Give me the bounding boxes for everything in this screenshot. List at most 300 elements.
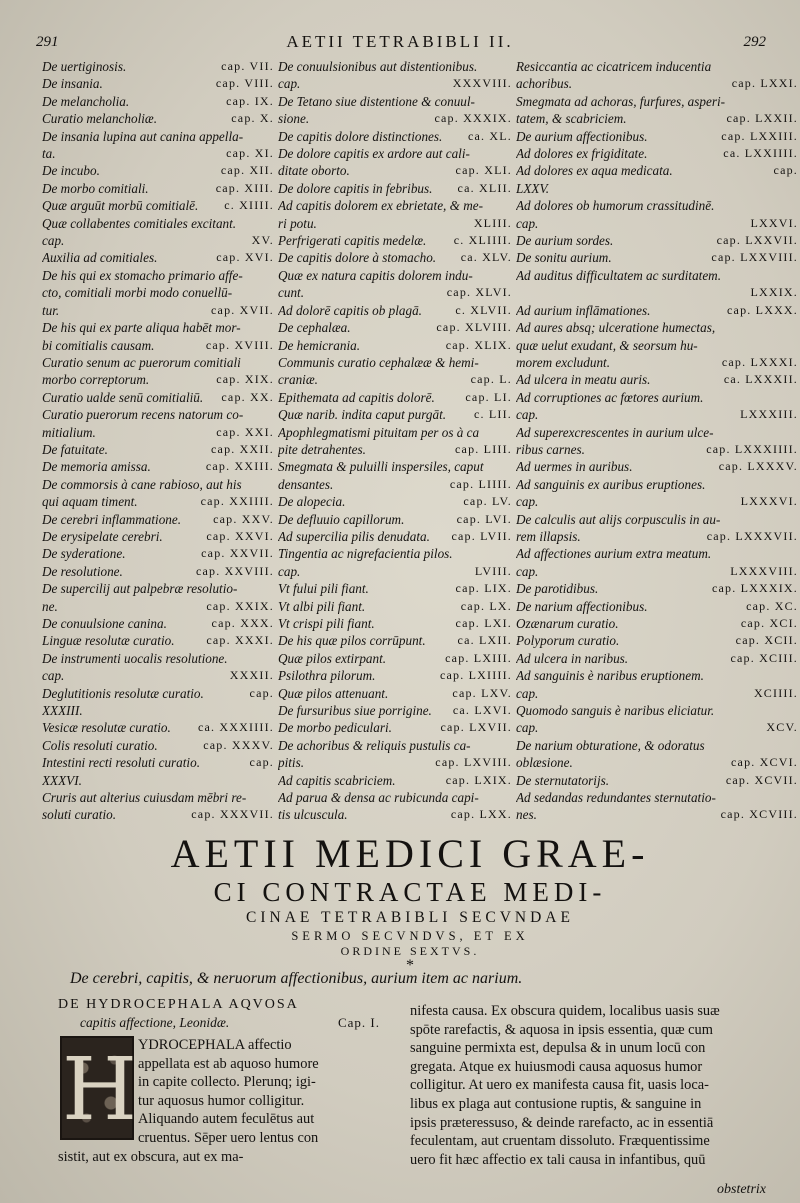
index-entry-title: De instrumenti uocalis resolutione. [42,650,228,666]
index-entry-title: oblæsione. [516,755,573,771]
index-entry [516,284,798,301]
index-entry-title: Ad aurium inflāmationes. [516,302,651,318]
index-entry-chapter: cap. LXXI. [731,76,798,91]
index-entry-title: cap. [42,233,65,249]
index-entry [516,493,798,510]
index-entry [42,424,274,441]
index-entry [516,702,798,719]
index-entry-title: Smegmata ad achoras, furfures, asperi- [516,93,726,109]
index-entry-title: De cerebri inflammatione. [42,511,182,527]
index-entry [42,215,274,232]
index-entry-chapter: cap. LXVII. [440,720,512,735]
index-entry [278,145,512,162]
index-entry [42,493,274,510]
index-entry-chapter: cap. LXIII. [445,650,512,665]
index-entry-chapter: cap. XXVI. [206,528,274,543]
index-entry [278,528,512,545]
book-title-block [60,832,760,973]
index-entry-title: Curatio ualde senū comitialiū. [42,389,204,405]
index-entry-title: tis ulcuscula. [278,807,348,823]
index-entry-title: Ad auditus difficultatem ac surditatem. [516,267,721,283]
index-entry [278,667,512,684]
index-entry-title: Ad capitis scabriciem. [278,772,396,788]
text-line: uero fit hæc affectio ex tali causa in infantibus, quū [410,1151,706,1168]
index-entry-title: Tingentia ac nigrefacientia pilos. [278,546,453,562]
index-entry-chapter: cap. LXXXV. [718,459,798,474]
index-entry [278,615,512,632]
index-entry [42,249,274,266]
index-entry-title: Ad dolores ex frigiditate. [516,146,648,162]
index-entry [42,406,274,423]
index-entry-title: morem excludunt. [516,354,610,370]
index-entry-title: quæ uelut exudant, & seorsum hu- [516,337,698,353]
index-entry-chapter: cap. XCII. [735,633,798,648]
index-entry [516,528,798,545]
index-entry-title: De his qui ex stomacho primario affe- [42,267,243,283]
index-entry-chapter: cap. XLIX. [445,337,512,352]
index-entry [278,441,512,458]
index-entry-title: De achoribus & reliquis pustulis ca- [278,737,471,753]
index-entry [516,406,798,423]
index-entry-title: Ozænarum curatio. [516,616,619,631]
index-entry-title: ri potu. [278,215,317,231]
index-entry-chapter: cap. LXXVIII. [711,250,798,265]
index-entry [516,249,798,266]
chapter-left-column [58,996,388,1196]
index-entry [42,685,274,702]
index-entry [278,806,512,823]
index-entry [516,389,798,406]
index-entry-chapter: cap. LXI. [455,616,512,630]
index-entry [278,789,512,806]
index-entry-title: Quæ collabentes comitiales excitant. [42,215,237,231]
title-line-4: SERMO SECVNDVS, ET EX [291,929,529,943]
text-line: in capite collecto. Plerunq; igi- [138,1074,316,1091]
index-entry-title: tatem, & scabriciem. [516,111,627,127]
index-entry-chapter: c. LII. [473,407,512,422]
index-entry [42,702,274,719]
index-entry [516,197,798,214]
index-entry [42,302,274,319]
index-entry-title: Quæ pilos extirpant. [278,650,387,666]
index-entry-chapter: cap. X. [231,111,274,126]
index-entry-title: cap. [516,215,539,231]
index-entry-title: Ad ulcera in meatu auris. [516,372,651,388]
index-entry-title: De sternutatorijs. [516,772,610,788]
index-entry-title: ditate oborto. [278,163,350,179]
index-entry [42,145,274,162]
index-entry [278,267,512,284]
index-entry [516,772,798,789]
index-entry-chapter: LXXVI. [750,215,798,230]
index-entry-title: Communis curatio cephalææ & hemi- [278,354,479,370]
index-entry-chapter: cap. LXXVII. [716,233,798,248]
index-entry-title: cap. [516,494,539,510]
index-entry-chapter: cap. XCVIII. [720,807,798,822]
index-entry-title: De conuulsione canina. [42,616,167,631]
index-entry-chapter: cap. XCIII. [730,650,798,665]
index-entry-chapter: cap. XC. [746,598,798,613]
index-entry [516,458,798,475]
text-line: cruentus. Sēper uero lentus con [138,1129,319,1146]
index-entry [516,441,798,458]
index-entry [42,476,274,493]
index-entry-chapter: cap. XX. [221,389,274,404]
index-entry-title: De narium obturatione, & odoratus [516,737,705,753]
index-entry [42,789,274,806]
index-entry [42,110,274,127]
index-entry-title: De defluuio capillorum. [278,511,405,527]
index-entry [278,719,512,736]
index-entry [278,284,512,301]
index-entry-title: Resiccantia ac cicatricem inducentia [516,59,712,74]
index-entry-title: Ad ulcera in naribus. [516,650,629,666]
index-entry-title: De dolore capitis in febribus. [278,180,433,196]
index-entry-title: De cephalæa. [278,320,351,336]
index-entry-chapter: cap. XLVIII. [436,320,512,335]
index-entry [42,284,274,301]
index-entry-title: Ad uermes in auribus. [516,459,633,475]
catchword: obstetrix [717,1182,766,1197]
index-entry [516,75,798,92]
index-entry-title: LXXV. [516,180,550,196]
index-entry-chapter: XXXII. [229,668,274,683]
index-entry-chapter: cap. [773,163,798,178]
index-entry [278,563,512,580]
index-entry-chapter: c. XLVII. [455,302,512,317]
index-entry-title: De sonitu aurium. [516,250,612,266]
index-entry-chapter: cap. XXVIII. [195,563,274,578]
index-entry [42,511,274,528]
index-entry-title: De aurium sordes. [516,233,614,249]
index-entry-title: Apophlegmatismi pituitam per os à ca [278,424,480,440]
index-entry-title: De his qui ex parte aliqua habēt mor- [42,320,241,336]
index-entry [516,667,798,684]
index-entry-chapter: cap. LIX. [455,581,512,596]
text-line: tur aquosus humor colligitur. [138,1092,305,1109]
index-entry [42,162,274,179]
index-entry-title: De incubo. [42,163,100,179]
index-entry-title: De melancholia. [42,93,130,109]
index-entry-title: Vt crispi pili fiant. [278,616,375,631]
index-entry-chapter: cap. XXXVII. [191,807,274,822]
index-entry [516,267,798,284]
chapter-text-left [58,1036,388,1166]
index-entry-title: Vt albi pili fiant. [278,598,366,614]
index-entry-chapter: cap. XXX. [211,616,274,630]
index-entry-title: De supercilij aut palpebræ resolutio- [42,581,238,597]
index-entry [42,667,274,684]
index-entry-title: Vt fului pili fiant. [278,581,369,597]
index-entry-title: mitialium. [42,424,96,440]
index-entry [278,180,512,197]
index-entry-title: De memoria amissa. [42,459,151,475]
index-entry-title: cap. [278,563,301,579]
index-entry-chapter: cap. XXIX. [206,598,274,613]
index-entry-title: cap. [516,720,539,736]
text-line: Aliquando autem feculētus aut [138,1111,315,1128]
index-entry-chapter: XLIII. [473,215,512,230]
index-entry [278,58,512,75]
index-entry-title: Ad dolores ex aqua medicata. [516,163,673,179]
index-entry [278,737,512,754]
index-entry-title: Colis resoluti curatio. [42,737,158,753]
index-entry [516,337,798,354]
index-entry-title: De fatuitate. [42,441,108,457]
index-entry [42,58,274,75]
index-entry-title: ribus carnes. [516,441,585,457]
index-entry-title: cap. [278,76,301,92]
index-entry-chapter: cap. LXXXIIII. [706,441,798,456]
index-entry-chapter: cap. LIIII. [449,476,512,491]
text-line: sanguine permixta est, depulsa & in unum locū con [410,1040,706,1057]
index-entry-title: tur. [42,302,60,318]
index-entry-title: De insania lupina aut canina appella- [42,128,244,144]
index-entry [278,110,512,127]
index-entry-chapter: cap. XVII. [211,302,274,317]
index-entry [42,458,274,475]
index-entry-title: cap. [516,563,539,579]
index-entry [516,737,798,754]
index-entry-chapter: cap. LX. [460,598,512,613]
index-entry [278,215,512,232]
index-entry [516,806,798,823]
index-entry-title: Auxilia ad comitiales. [42,250,158,266]
index-entry [42,580,274,597]
index-entry-title: De his quæ pilos corrūpunt. [278,633,426,649]
index-entry-chapter: XXXVIII. [452,76,512,91]
index-entry [516,545,798,562]
index-entry-chapter: cap. VII. [221,59,274,73]
index-entry-chapter: LXXXIII. [740,407,798,422]
index-entry-title: De dolore capitis ex ardore aut cali- [278,146,470,162]
text-line: sistit, aut ex obscura, aut ex ma- [58,1148,244,1165]
section-subtitle: De cerebri, capitis, & neruorum affectionibus, aurium item ac narium. [70,970,523,987]
index-entry [516,180,798,197]
index-entry [278,389,512,406]
index-entry-title: Ad sanguinis è naribus eruptionem. [516,668,704,684]
index-entry [278,772,512,789]
ornament-asterisk: * [406,957,414,974]
index-entry [516,615,798,632]
index-entry-chapter: LVIII. [474,563,512,578]
index-column-3 [516,58,798,824]
index-entry-title: De insania. [42,76,103,92]
index-entry-chapter: ca. LXII. [457,633,512,648]
index-entry-chapter: LXXXVI. [740,494,798,509]
index-entry-chapter: cap. [249,685,274,700]
index-entry-chapter: cap. XXXV. [203,737,274,752]
title-line-2: CI CONTRACTAE MEDI- [213,877,607,907]
index-entry-title: Ad capitis dolorem ex ebrietate, & me- [278,198,483,214]
index-entry [516,563,798,580]
index-entry-chapter: cap. VIII. [215,76,274,91]
index-entry [42,128,274,145]
index-entry-chapter: cap. XXXIX. [434,111,512,126]
index-entry [278,754,512,771]
chapter-number: Cap. I. [337,1015,380,1030]
index-entry-title: Ad dolorē capitis ob plagā. [278,302,422,318]
chapter-index [42,58,798,830]
index-entry-chapter: XCV. [766,720,798,735]
index-entry [278,197,512,214]
index-entry [516,215,798,232]
index-entry-chapter: cap. LXIX. [445,772,512,787]
index-entry-title: De commorsis à cane rabioso, aut his [42,476,242,492]
index-entry [516,319,798,336]
index-entry [516,232,798,249]
index-entry [278,511,512,528]
initial-letter: H [62,1040,137,1140]
index-entry-title: Ad corruptiones ac fœtores aurium. [516,389,704,405]
index-entry-chapter: cap. L. [470,372,512,387]
index-entry-title: De morbo comitiali. [42,180,149,196]
index-entry-title: Quomodo sanguis è naribus eliciatur. [516,703,715,719]
index-entry-title: De parotidibus. [516,581,599,597]
index-entry-chapter: cap. LXXIII. [721,128,798,143]
index-entry-chapter: cap. XVI. [216,250,274,265]
index-entry [278,232,512,249]
index-entry [278,93,512,110]
index-entry [278,406,512,423]
index-entry [278,319,512,336]
index-entry-title: Quæ ex natura capitis dolorem indu- [278,267,473,283]
index-entry [516,162,798,179]
index-entry-title: rem illapsis. [516,528,581,544]
index-entry [516,580,798,597]
index-entry-title: achoribus. [516,76,573,92]
index-entry [42,267,274,284]
index-entry-chapter: cap. XXI. [216,424,274,439]
index-entry-chapter: cap. LXV. [452,685,512,700]
index-entry [516,110,798,127]
index-entry-title: pitis. [278,755,305,771]
index-entry [278,632,512,649]
index-column-1 [42,58,274,824]
index-entry-title: De conuulsionibus aut distentionibus. [278,59,478,74]
index-entry [278,162,512,179]
index-entry-title: pite detrahentes. [278,441,366,457]
index-entry-title: Quæ arguūt morbū comitialē. [42,198,199,214]
index-entry [42,563,274,580]
index-entry-chapter: cap. LXXXI. [721,354,798,369]
index-entry-title: cap. [516,685,539,701]
index-entry-title: XXXIII. [42,703,83,719]
text-line: appellata est ab aquoso humore [138,1055,319,1072]
index-entry-title: cap. [516,407,539,423]
text-line: libus ex plaga aut contusione ruptis, & sanguine in [410,1095,702,1112]
index-entry-title: bi comitialis causam. [42,337,155,353]
index-entry [516,476,798,493]
index-entry-title: ne. [42,598,58,614]
index-entry-chapter: cap. XVIII. [205,337,274,352]
index-entry-chapter: cap. LIII. [455,441,512,456]
index-entry-chapter: c. XIIII. [224,198,274,213]
index-entry-title: De calculis aut alijs corpusculis in au- [516,511,721,527]
index-entry-chapter: cap. LXX. [450,807,512,822]
index-entry [42,232,274,249]
index-entry-title: De aurium affectionibus. [516,128,648,144]
index-entry [42,441,274,458]
index-entry-title: De capitis dolore distinctiones. [278,128,443,144]
index-entry-title: cto, comitiali morbi modo conuellū- [42,285,233,301]
index-entry [516,719,798,736]
index-entry [516,302,798,319]
index-entry [278,702,512,719]
index-entry [516,371,798,388]
index-entry [42,615,274,632]
index-entry-title: XXXVI. [42,772,82,788]
index-entry [278,580,512,597]
index-entry [516,650,798,667]
index-entry-chapter: cap. XXXI. [206,633,274,648]
index-entry-title: Perfrigerati capitis medelæ. [278,233,427,249]
index-entry [516,754,798,771]
index-entry [42,93,274,110]
index-entry-title: De syderatione. [42,546,126,562]
index-entry [278,354,512,371]
text-line: spōte rarefactis, & aquosa in ipsis essentia, quæ cum [410,1021,713,1038]
index-entry-title: Curatio puerorum recens natorum co- [42,407,244,423]
index-entry [42,598,274,615]
index-entry-title: Epithemata ad capitis dolorē. [278,389,435,405]
title-line-1: AETII MEDICI GRAE- [170,831,650,876]
index-entry-chapter: cap. LXVIII. [435,755,512,770]
running-head [0,28,800,52]
chapter-heading: DE HYDROCEPHALA AQVOSA [58,997,299,1012]
text-line: gregata. Atque ex huiusmodi causa aquosus humor [410,1058,703,1075]
index-entry-title: qui aquam timent. [42,494,138,510]
index-entry-title: Curatio melancholiæ. [42,111,158,127]
text-line: ipsis præteressuso, & deinde rarefacto, ac in essentiā [410,1114,714,1131]
index-entry [516,598,798,615]
index-entry-chapter: cap. XXV. [213,511,274,526]
index-entry [278,302,512,319]
decorated-initial-h-icon [60,1036,137,1140]
index-entry-title: Ad parua & densa ac rubicunda capi- [278,790,479,806]
index-entry-chapter: ca. LXVI. [452,703,512,718]
index-entry [42,737,274,754]
index-entry-chapter: cap. XLVI. [446,285,512,300]
index-entry-chapter: XCIIII. [753,685,798,700]
index-entry-title: Deglutitionis resolutæ curatio. [42,685,204,701]
index-entry-title: De capitis dolore à stomacho. [278,250,437,266]
index-entry [42,337,274,354]
index-entry-title: Smegmata & puluilli inspersiles, caput [278,459,484,475]
index-entry-title: De Tetano siue distentione & conuul- [278,93,475,109]
index-entry [278,371,512,388]
index-entry-chapter: cap. XII. [220,163,274,178]
page-number-left: 291 [36,34,59,50]
title-line-3: CINAE TETRABIBLI SECVNDAE [246,909,574,926]
index-column-2 [278,58,512,824]
index-entry-title: Ad affectiones aurium extra meatum. [516,546,712,562]
index-entry [278,458,512,475]
index-entry-title: Ad supercilia pilis denudata. [278,528,430,544]
index-entry [42,754,274,771]
index-entry-title: De alopecia. [278,494,346,510]
index-entry [516,632,798,649]
index-entry [516,58,798,75]
index-entry-chapter: ca. LXXIIII. [723,146,798,161]
page-number-right: 292 [743,34,766,50]
index-entry-title: De hemicrania. [278,337,361,353]
index-entry [516,354,798,371]
index-entry-title: De fursuribus siue porrigine. [278,703,432,719]
index-entry-chapter: ca. XL. [467,128,512,143]
index-entry-title: Vesicæ resolutæ curatio. [42,720,171,736]
index-entry-chapter: cap. XCVI. [731,755,798,770]
